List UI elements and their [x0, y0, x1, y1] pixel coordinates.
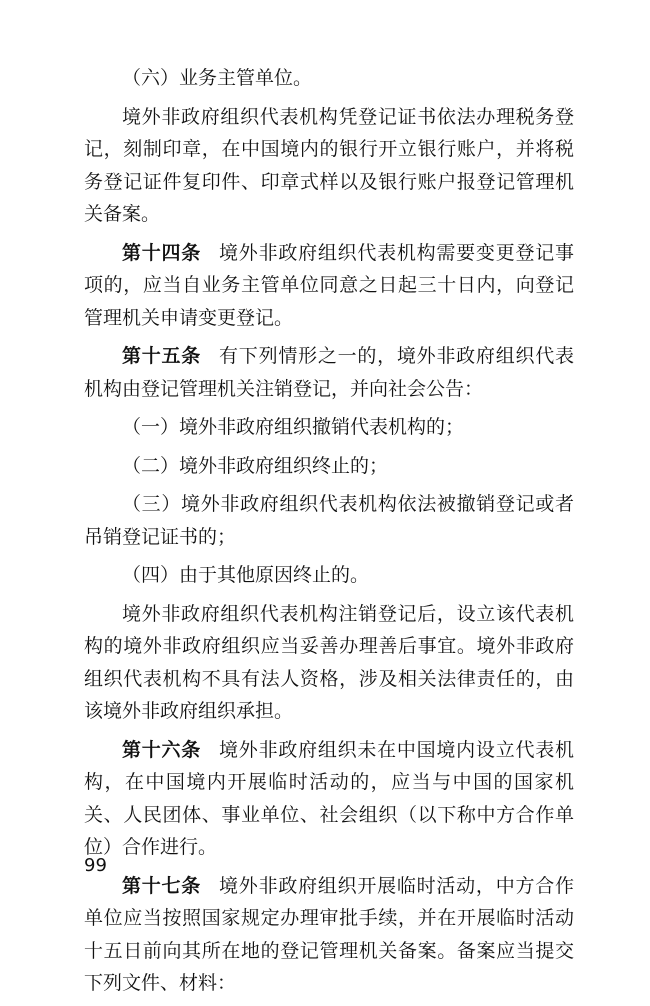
paragraph-registration [84, 101, 574, 231]
paragraph-text: （三）境外非政府组织代表机构依法被撤销登记或者吊销登记证书的； [84, 493, 574, 548]
paragraph-text: 境外非政府组织代表机构注销登记后，设立该代表机构的境外非政府组织应当妥善办理善后事宜。境外非政府组织代表机构不具有法人资格，涉及相关法律责任的，由该境外非政府组织承担。 [84, 602, 574, 722]
paragraph-text: （二）境外非政府组织终止的； [122, 454, 389, 477]
article-heading: 第十四条 [122, 241, 202, 264]
article-16 [84, 734, 574, 864]
paragraph-text: 境外非政府组织代表机构需要变更登记事项的，应当自业务主管单位同意之日起三十日内，向登记管理机关申请变更登记。 [84, 241, 574, 329]
paragraph-text: 有下列情形之一的，境外非政府组织代表机构由登记管理机关注销登记，并向社会公告： [84, 345, 574, 400]
article-14 [84, 237, 574, 335]
paragraph-text: 境外非政府组织未在中国境内设立代表机构，在中国境内开展临时活动的，应当与中国的国家机关、人民团体、事业单位、社会组织（以下称中方合作单位）合作进行。 [84, 738, 574, 858]
article-heading: 第十五条 [122, 345, 202, 367]
article-heading: 第十六条 [122, 738, 202, 761]
paragraph-deregistration [84, 598, 574, 728]
paragraph-text: （四）由于其他原因终止的。 [122, 564, 370, 586]
list-item-4 [84, 559, 574, 592]
list-item-3 [84, 488, 574, 553]
article-heading: 第十七条 [122, 874, 202, 897]
list-item-1 [84, 411, 574, 444]
paragraph-text: （六）业务主管单位。 [122, 67, 313, 89]
page-body [84, 62, 574, 1006]
paragraph-text: 境外非政府组织开展临时活动，中方合作单位应当按照国家规定办理审批手续，并在开展临时活动十五日前向其所在地的登记管理机关备案。备案应当提交下列文件、材料： [84, 874, 574, 994]
paragraph-item-6 [84, 62, 574, 95]
article-17 [84, 870, 574, 1000]
list-item-2 [84, 450, 574, 483]
paragraph-text: 境外非政府组织代表机构凭登记证书依法办理税务登记，刻制印章，在中国境内的银行开立银行账户，并将税务登记证件复印件、印章式样以及银行账户报登记管理机关备案。 [84, 105, 574, 225]
page-number: 99 [84, 855, 107, 876]
paragraph-text: （一）境外非政府组织撤销代表机构的； [122, 416, 465, 438]
article-15 [84, 340, 574, 405]
